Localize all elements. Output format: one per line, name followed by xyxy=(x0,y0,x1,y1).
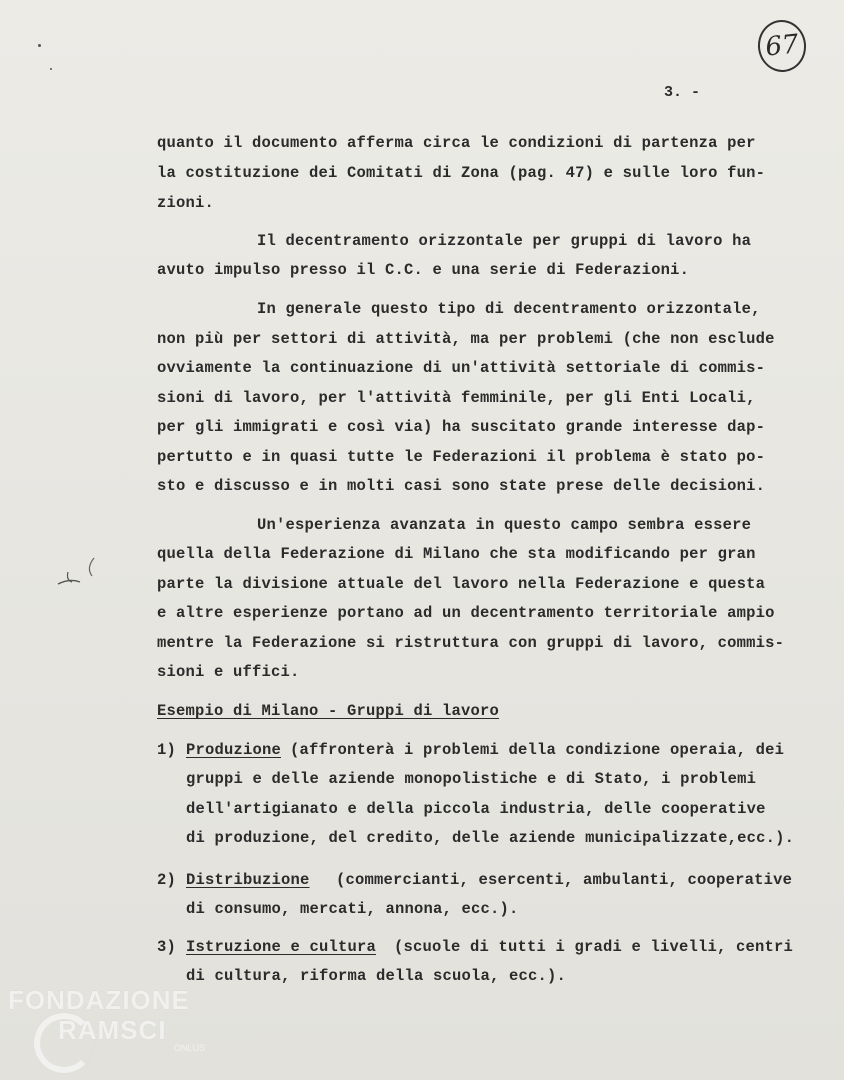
body-line: Un'esperienza avanzata in questo campo sembra essere xyxy=(257,516,752,534)
body-line: In generale questo tipo di decentramento orizzontale, xyxy=(257,300,761,318)
body-line: quanto il documento afferma circa le condizioni di partenza per xyxy=(157,134,756,152)
body-line: e altre esperienze portano ad un decentramento territoriale ampio xyxy=(157,604,775,622)
list-item-line: dell'artigianato e della piccola industria, delle cooperative xyxy=(186,800,766,818)
body-line: avuto impulso presso il C.C. e una serie di Federazioni. xyxy=(157,261,690,279)
body-line: non più per settori di attività, ma per problemi (che non esclude xyxy=(157,330,775,348)
list-item-number: 1) xyxy=(157,741,177,759)
watermark-line2: RAMSCI xyxy=(58,1015,167,1045)
pencil-margin-mark-icon xyxy=(56,552,106,592)
watermark-line1: FONDAZIONE xyxy=(8,985,190,1015)
list-item-line: (scuole di tutti i gradi e livelli, centri xyxy=(394,938,794,956)
list-item-line: di produzione, del credito, delle aziende municipalizzate,ecc.). xyxy=(186,829,795,847)
list-item-title: Produzione xyxy=(186,741,282,759)
body-line: la costituzione dei Comitati di Zona (pag. 47) e sulle loro fun- xyxy=(157,164,766,182)
fondazione-gramsci-watermark xyxy=(8,985,228,1075)
section-heading: Esempio di Milano - Gruppi di lavoro xyxy=(157,702,500,720)
list-item-line: di consumo, mercati, annona, ecc.). xyxy=(186,900,519,918)
page-number: 3. - xyxy=(664,84,701,101)
body-line: Il decentramento orizzontale per gruppi di lavoro ha xyxy=(257,232,752,250)
list-item-line: gruppi e delle aziende monopolistiche e di Stato, i problemi xyxy=(186,770,757,788)
body-line: sioni di lavoro, per l'attività femminile, per gli Enti Locali, xyxy=(157,389,756,407)
body-line: sioni e uffici. xyxy=(157,663,300,681)
body-line: zioni. xyxy=(157,194,215,212)
paper-speck xyxy=(38,44,41,47)
body-line: quella della Federazione di Milano che sta modificando per gran xyxy=(157,545,756,563)
paper-speck xyxy=(50,68,52,70)
list-item-number: 2) xyxy=(157,871,177,889)
body-line: mentre la Federazione si ristruttura con gruppi di lavoro, commis- xyxy=(157,634,785,652)
list-item-line: (affronterà i problemi della condizione operaia, dei xyxy=(290,741,785,759)
watermark-small: ONLUS xyxy=(174,1043,206,1053)
body-line: parte la divisione attuale del lavoro nella Federazione e questa xyxy=(157,575,766,593)
folio-number: 67 xyxy=(755,18,808,75)
body-line: ovviamente la continuazione di un'attività settoriale di commis- xyxy=(157,359,766,377)
body-line: pertutto e in quasi tutte le Federazioni il problema è stato po- xyxy=(157,448,766,466)
body-line: per gli immigrati e così via) ha suscitato grande interesse dap- xyxy=(157,418,766,436)
list-item-number: 3) xyxy=(157,938,177,956)
list-item-title: Distribuzione xyxy=(186,871,310,889)
list-item-title: Istruzione e cultura xyxy=(186,938,377,956)
list-item-line: di cultura, riforma della scuola, ecc.). xyxy=(186,967,567,985)
list-item-line: (commercianti, esercenti, ambulanti, cooperative xyxy=(336,871,793,889)
body-line: sto e discusso e in molti casi sono state prese delle decisioni. xyxy=(157,477,766,495)
